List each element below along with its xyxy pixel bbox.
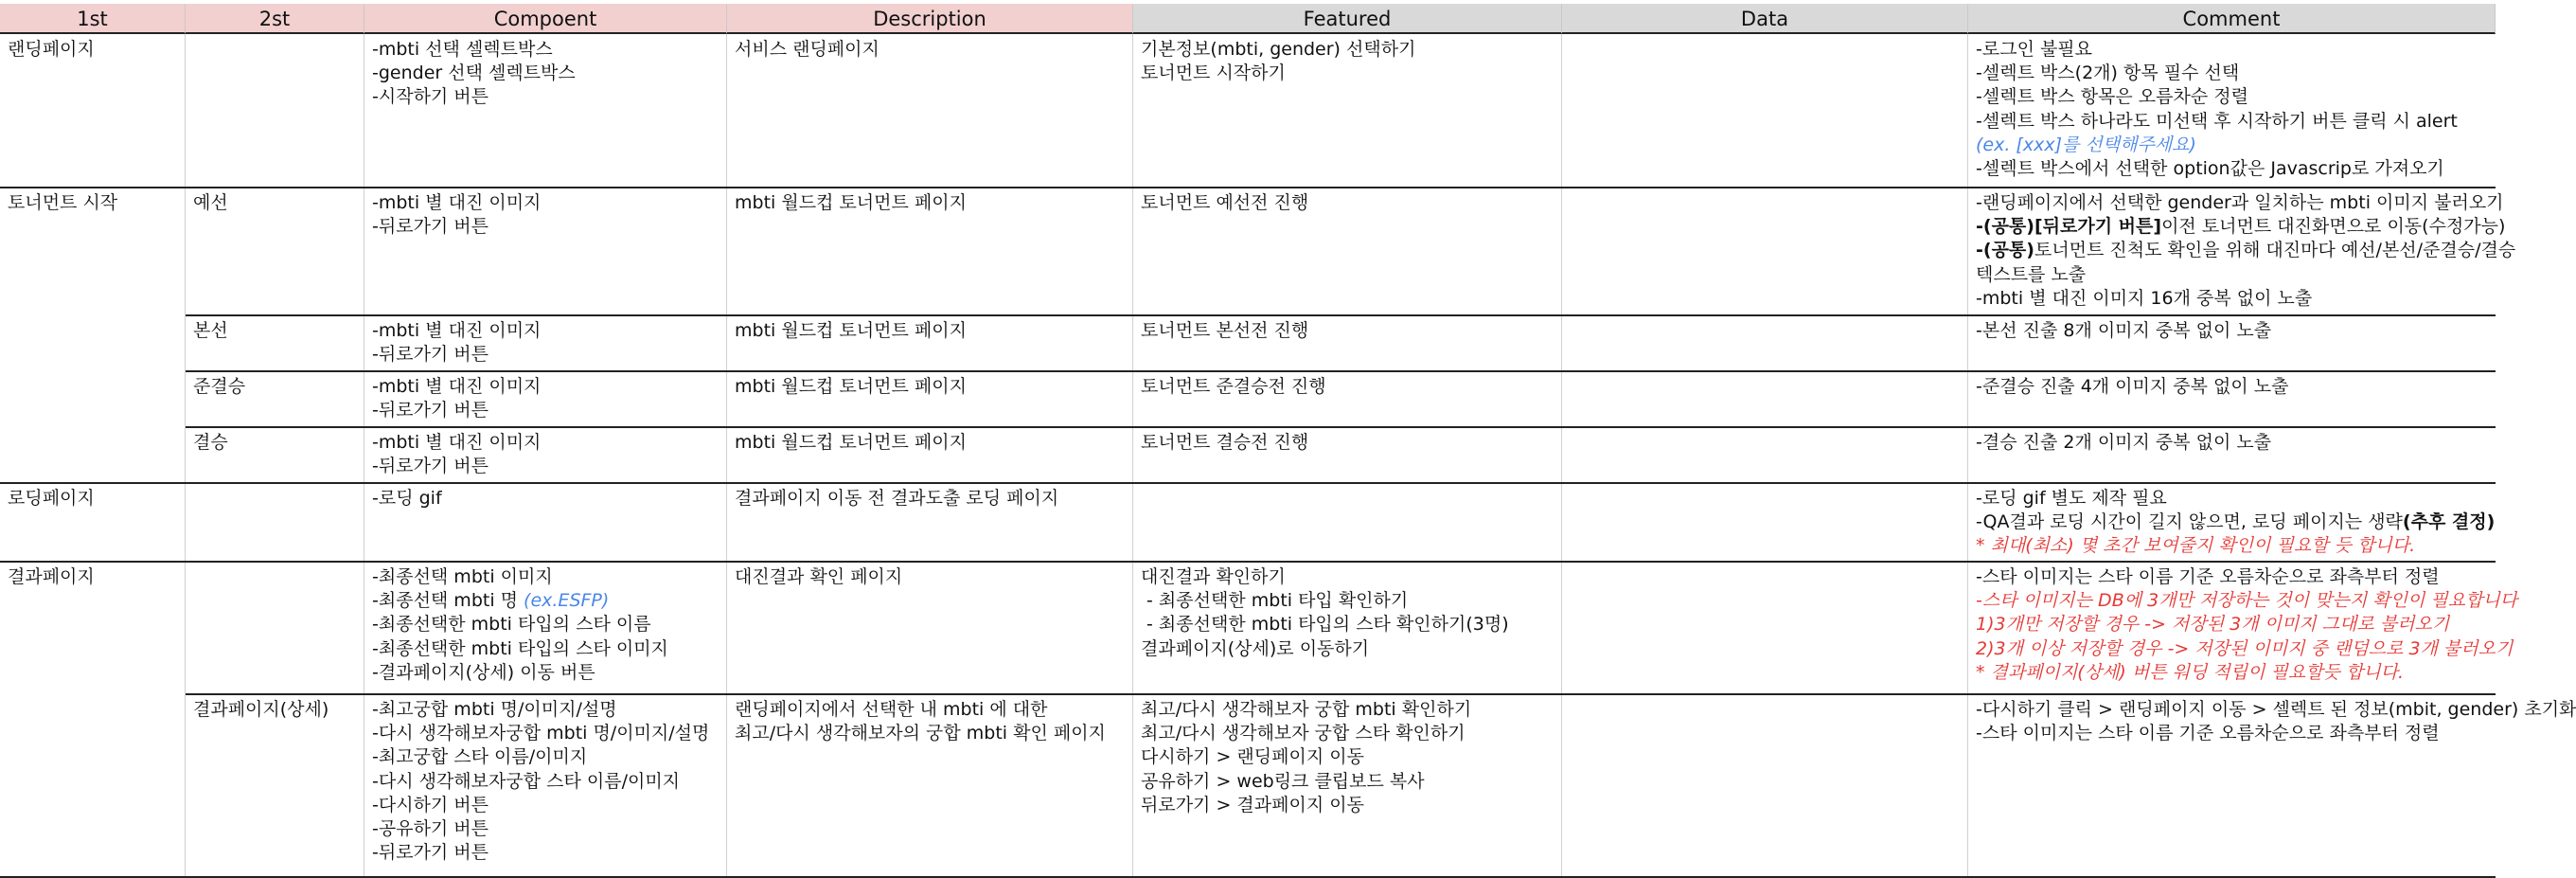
component-text: -mbti 별 대진 이미지 (372, 376, 542, 397)
comment-line: 2)3개 이상 저장할 경우 -> 저장된 이미지 중 랜덤으로 3개 불러오기 (1976, 637, 2514, 659)
description-line: 서비스 랜딩페이지 (735, 39, 879, 60)
cell-featured[interactable] (1133, 34, 1562, 188)
comment-line: -본선 진출 8개 이미지 중복 없이 노출 (1976, 320, 2272, 341)
cell-description[interactable] (727, 34, 1133, 188)
featured-line: 토너먼트 시작하기 (1141, 63, 1286, 84)
component-text: -최고궁합 스타 이름/이미지 (372, 746, 588, 768)
cell-description[interactable] (727, 483, 1133, 562)
comment-line: -mbti 별 대진 이미지 16개 중복 없이 노출 (1976, 287, 2313, 309)
component-line (372, 431, 720, 455)
comment-line (1976, 215, 2506, 239)
cell-comment[interactable] (1968, 371, 2496, 427)
cell-1st[interactable] (0, 315, 186, 371)
header-description[interactable]: Description (727, 4, 1133, 34)
component-text: -최종선택 mbti 이미지 (372, 566, 553, 587)
cell-1st[interactable] (0, 34, 186, 188)
cell-component[interactable] (364, 694, 727, 877)
featured-line: 토너먼트 본선전 진행 (1141, 320, 1309, 341)
cell-component[interactable] (364, 315, 727, 371)
cell-data[interactable] (1562, 694, 1968, 877)
cell-featured[interactable] (1133, 427, 1562, 483)
description-line: mbti 월드컵 토너먼트 페이지 (735, 376, 967, 397)
featured-line: 공유하기 > web링크 클립보드 복사 (1141, 770, 1425, 792)
component-text: -뒤로가기 버튼 (372, 344, 489, 366)
featured-line: 토너먼트 예선전 진행 (1141, 192, 1309, 213)
comment-line: -스타 이미지는 스타 이름 기준 오름차순으로 좌측부터 정렬 (1976, 723, 2440, 744)
cell-description[interactable] (727, 427, 1133, 483)
component-line (372, 817, 720, 841)
component-line (372, 745, 720, 769)
featured-line: 토너먼트 준결승전 진행 (1141, 376, 1326, 397)
cell-description[interactable] (727, 562, 1133, 694)
component-line (372, 661, 720, 685)
subsection-label: 결과페이지(상세) (193, 699, 329, 720)
cell-description[interactable] (727, 694, 1133, 877)
comment-line: -셀렉트 박스 항목은 오름차순 정렬 (1976, 86, 2248, 108)
comment-line: -스타 이미지는 스타 이름 기준 오름차순으로 좌측부터 정렬 (1976, 566, 2440, 587)
featured-line: 뒤로가기 > 결과페이지 이동 (1141, 794, 1364, 815)
section-label: 결과페이지 (8, 566, 95, 587)
component-line (372, 794, 720, 817)
featured-line: 다시하기 > 랜딩페이지 이동 (1141, 746, 1364, 768)
comment-line: -랜딩페이지에서 선택한 gender과 일치하는 mbti 이미지 불러오기 (1976, 192, 2504, 213)
component-text: -mbti 선택 셀렉트박스 (372, 39, 553, 60)
description-line: 최고/다시 생각해보자의 궁합 mbti 확인 페이지 (735, 723, 1106, 744)
cell-featured[interactable] (1133, 694, 1562, 877)
cell-data[interactable] (1562, 315, 1968, 371)
component-line (372, 613, 720, 636)
comment-line: -스타 이미지는 DB에 3개만 저장하는 것이 맞는지 확인이 필요합니다 (1976, 590, 2518, 612)
cell-component[interactable] (364, 483, 727, 562)
cell-1st[interactable] (0, 483, 186, 562)
cell-comment[interactable] (1968, 34, 2496, 188)
component-text: -뒤로가기 버튼 (372, 842, 489, 864)
comment-line: -로그인 불필요 (1976, 39, 2093, 60)
cell-description[interactable] (727, 371, 1133, 427)
cell-component[interactable] (364, 188, 727, 315)
comment-line: -결승 진출 2개 이미지 중복 없이 노출 (1976, 432, 2272, 453)
component-line (372, 722, 720, 745)
component-text: -뒤로가기 버튼 (372, 216, 489, 238)
cell-featured[interactable] (1133, 483, 1562, 562)
subsection-label: 준결승 (193, 376, 246, 397)
comment-line: -준결승 진출 4개 이미지 중복 없이 노출 (1976, 376, 2289, 397)
cell-1st[interactable] (0, 694, 186, 877)
component-example-note: (ex.ESFP) (524, 590, 610, 612)
description-line: 결과페이지 이동 전 결과도출 로딩 페이지 (735, 488, 1059, 509)
component-text: -결과페이지(상세) 이동 버튼 (372, 661, 595, 683)
component-line (372, 487, 720, 511)
cell-data[interactable] (1562, 427, 1968, 483)
component-line (372, 38, 720, 62)
cell-component[interactable] (364, 427, 727, 483)
cell-component[interactable] (364, 562, 727, 694)
description-line: mbti 월드컵 토너먼트 페이지 (735, 320, 967, 341)
component-line (372, 698, 720, 722)
cell-2st[interactable] (186, 188, 364, 315)
component-line (372, 589, 720, 613)
comment-line: -셀렉트 박스(2개) 항목 필수 선택 (1976, 63, 2240, 84)
cell-1st[interactable] (0, 371, 186, 427)
cell-1st[interactable] (0, 188, 186, 315)
comment-line: 텍스트를 노출 (1976, 263, 2087, 285)
comment-text: 이전 토너먼트 대진화면으로 이동(수정가능) (2161, 216, 2506, 238)
cell-data[interactable] (1562, 371, 1968, 427)
cell-2st[interactable] (186, 562, 364, 694)
comment-text: 토너먼트 진척도 확인을 위해 대진마다 예선/본선/준결승/결승 (2034, 240, 2516, 261)
component-text: -다시 생각해보자궁합 mbti 명/이미지/설명 (372, 723, 710, 744)
component-text: -다시하기 버튼 (372, 794, 489, 815)
cell-featured[interactable] (1133, 188, 1562, 315)
header-2st[interactable]: 2st (186, 4, 364, 34)
cell-data[interactable] (1562, 34, 1968, 188)
component-text: -mbti 별 대진 이미지 (372, 192, 542, 213)
description-line: 랜딩페이지에서 선택한 내 mbti 에 대한 (735, 699, 1048, 720)
component-line (372, 215, 720, 239)
component-line (372, 770, 720, 794)
subsection-label: 본선 (193, 320, 228, 341)
component-line (372, 85, 720, 109)
comment-line: -셀렉트 박스 하나라도 미선택 후 시작하기 버튼 클릭 시 alert (1976, 110, 2458, 132)
comment-line: -다시하기 클릭 > 랜딩페이지 이동 > 셀렉트 된 정보(mbit, gender) 초기화 (1976, 699, 2576, 720)
cell-2st[interactable] (186, 694, 364, 877)
cell-component[interactable] (364, 371, 727, 427)
featured-line: 대진결과 확인하기 (1141, 566, 1286, 587)
comment-bold: -(공통) (1976, 240, 2034, 261)
header-data[interactable]: Data (1562, 4, 1968, 34)
cell-comment[interactable] (1968, 562, 2518, 694)
component-line (372, 455, 720, 478)
cell-data[interactable] (1562, 483, 1968, 562)
component-text: -mbti 별 대진 이미지 (372, 320, 542, 341)
component-text: -뒤로가기 버튼 (372, 456, 489, 477)
featured-line: - 최종선택한 mbti 타입의 스타 확인하기(3명) (1141, 614, 1509, 636)
comment-line (1976, 239, 2516, 262)
comment-line: 1)3개만 저장할 경우 -> 저장된 3개 이미지 그대로 불러오기 (1976, 614, 2450, 636)
cell-comment[interactable] (1968, 694, 2576, 877)
component-line (372, 343, 720, 367)
cell-featured[interactable] (1133, 315, 1562, 371)
component-text: -시작하기 버튼 (372, 86, 489, 108)
component-line (372, 191, 720, 215)
component-text: -최종선택한 mbti 타입의 스타 이름 (372, 614, 651, 636)
component-text: -mbti 별 대진 이미지 (372, 432, 542, 453)
header-featured[interactable]: Featured (1133, 4, 1562, 34)
cell-comment[interactable] (1968, 427, 2496, 483)
comment-line: * 최대(최소) 몇 초간 보여줄지 확인이 필요할 듯 합니다. (1976, 535, 2416, 557)
comment-line: (ex. [xxx]를 선택해주세요) (1976, 134, 2196, 155)
subsection-label: 결승 (193, 432, 228, 453)
cell-comment[interactable] (1968, 483, 2496, 562)
cell-2st[interactable] (186, 34, 364, 188)
component-line (372, 841, 720, 865)
cell-1st[interactable] (0, 427, 186, 483)
cell-1st[interactable] (0, 562, 186, 694)
section-label: 랜딩페이지 (8, 39, 95, 60)
component-line (372, 62, 720, 85)
cell-component[interactable] (364, 34, 727, 188)
component-line (372, 375, 720, 399)
component-line (372, 637, 720, 661)
section-label: 로딩페이지 (8, 488, 95, 509)
component-line (372, 319, 720, 343)
header-1st[interactable]: 1st (0, 4, 186, 34)
featured-line: 기본정보(mbti, gender) 선택하기 (1141, 39, 1416, 60)
featured-line: - 최종선택한 mbti 타입 확인하기 (1141, 590, 1409, 612)
featured-line: 최고/다시 생각해보자 궁합 스타 확인하기 (1141, 723, 1466, 744)
comment-line: * 결과페이지(상세) 버튼 워딩 적립이 필요할듯 합니다. (1976, 661, 2405, 683)
component-text: -최종선택 mbti 명 (372, 590, 524, 612)
comment-line: -셀렉트 박스에서 선택한 option값은 Javascrip로 가져오기 (1976, 158, 2444, 180)
cell-description[interactable] (727, 188, 1133, 315)
featured-line: 결과페이지(상세)로 이동하기 (1141, 637, 1370, 659)
header-comment[interactable]: Comment (1968, 4, 2496, 34)
cell-comment[interactable] (1968, 315, 2496, 371)
header-component[interactable]: Compoent (364, 4, 727, 34)
cell-2st[interactable] (186, 427, 364, 483)
component-line (372, 399, 720, 422)
component-text: -최종선택한 mbti 타입의 스타 이미지 (372, 637, 668, 659)
cell-featured[interactable] (1133, 562, 1562, 694)
component-text: -다시 생각해보자궁합 스타 이름/이미지 (372, 770, 681, 792)
comment-line: -로딩 gif 별도 제작 필요 (1976, 488, 2167, 509)
component-text: -공유하기 버튼 (372, 818, 489, 840)
featured-line: 토너먼트 결승전 진행 (1141, 432, 1309, 453)
cell-comment[interactable] (1968, 188, 2516, 315)
cell-2st[interactable] (186, 483, 364, 562)
cell-2st[interactable] (186, 371, 364, 427)
cell-2st[interactable] (186, 315, 364, 371)
comment-bold: -(공통)[뒤로가기 버튼] (1976, 216, 2162, 238)
comment-line (1976, 511, 2496, 534)
cell-featured[interactable] (1133, 371, 1562, 427)
description-line: mbti 월드컵 토너먼트 페이지 (735, 432, 967, 453)
comment-bold: (추후 결정) (2402, 511, 2496, 533)
comment-text: -QA결과 로딩 시간이 길지 않으면, 로딩 페이지는 생략 (1976, 511, 2403, 533)
component-text: -뒤로가기 버튼 (372, 400, 489, 421)
cell-data[interactable] (1562, 562, 1968, 694)
subsection-label: 예선 (193, 192, 228, 213)
component-text: -최고궁합 mbti 명/이미지/설명 (372, 699, 617, 720)
cell-data[interactable] (1562, 188, 1968, 315)
cell-description[interactable] (727, 315, 1133, 371)
featured-line: 최고/다시 생각해보자 궁합 mbti 확인하기 (1141, 699, 1472, 720)
description-line: 대진결과 확인 페이지 (735, 566, 903, 587)
component-line (372, 565, 720, 589)
component-text: -gender 선택 셀렉트박스 (372, 63, 576, 84)
section-label: 토너먼트 시작 (8, 192, 118, 213)
component-text: -로딩 gif (372, 488, 442, 509)
description-line: mbti 월드컵 토너먼트 페이지 (735, 192, 967, 213)
